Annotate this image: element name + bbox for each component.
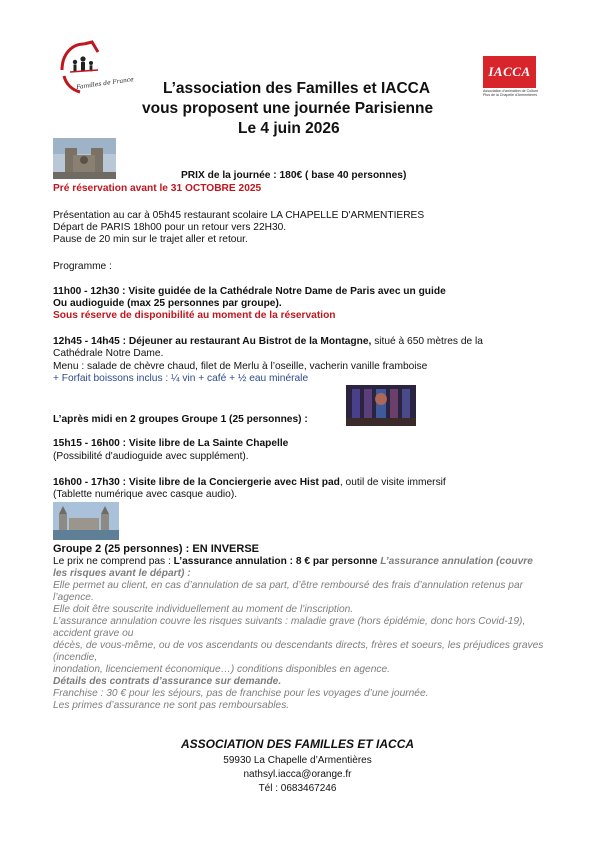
insurance-line-1: les risques avant le départ) : bbox=[53, 568, 191, 579]
price-line: PRIX de la journée : 180€ ( base 40 personnes) bbox=[181, 170, 407, 181]
conciergerie-photo bbox=[53, 502, 119, 540]
header-date: Le 4 juin 2026 bbox=[238, 120, 340, 137]
insurance-price: L’assurance annulation : 8 € par personne bbox=[173, 556, 378, 567]
footer-phone: Tél : 0683467246 bbox=[258, 783, 337, 794]
group-2-heading: Groupe 2 (25 personnes) : EN INVERSE bbox=[53, 543, 259, 555]
insurance-line-9: inondation, licenciement économique…) conditions disponibles en agence. bbox=[53, 664, 390, 675]
notre-dame-photo bbox=[53, 138, 116, 179]
lunch-line-2: Cathédrale Notre Dame. bbox=[53, 348, 164, 359]
programme-label: Programme : bbox=[53, 261, 112, 272]
insurance-line-5: L’assurance annulation couvre les risques suivants : maladie grave (hors épidémie, donc hors Covid-19), bbox=[53, 616, 526, 627]
lunch-line-1 bbox=[53, 336, 483, 348]
chapelle-audioguide: (Possibilité d'audioguide avec supplément). bbox=[53, 451, 249, 462]
departure-line-3: Pause de 20 min sur le trajet aller et retour. bbox=[53, 234, 248, 245]
insurance-line-2: Elle permet au client, en cas d’annulation de sa part, d’être remboursé des frais d’annulation retenus par bbox=[53, 580, 524, 591]
familles-de-france-logo bbox=[58, 40, 140, 98]
insurance-line-7: décès, de vous-même, ou de vos ascendants ou descendants directs, frères et soeurs, les préjudices graves bbox=[53, 640, 544, 651]
insurance-intro-note: L’assurance annulation (couvre bbox=[377, 556, 533, 567]
visit-notre-dame-line-1: 11h00 - 12h30 : Visite guidée de la Cathédrale Notre Dame de Paris avec un guide bbox=[53, 286, 446, 297]
lunch-location: situé à 650 mètres de la bbox=[371, 336, 483, 347]
drinks-package: + Forfait boissons inclus : ¼ vin + café + ½ eau minérale bbox=[53, 373, 309, 384]
afternoon-groups-label: L’après midi en 2 groupes Groupe 1 (25 personnes) : bbox=[53, 414, 308, 425]
header-line-2: vous proposent une journée Parisienne bbox=[142, 100, 434, 117]
sainte-chapelle-photo bbox=[346, 385, 416, 426]
familles-de-france-logo-text: Familles de France bbox=[75, 75, 135, 92]
reservation-deadline: Pré réservation avant le 31 OCTOBRE 2025 bbox=[53, 183, 262, 194]
availability-note: Sous réserve de disponibilité au moment de la réservation bbox=[53, 310, 336, 321]
visit-notre-dame-line-2: Ou audioguide (max 25 personnes par groupe). bbox=[53, 298, 282, 309]
conciergerie-line-2: (Tablette numérique avec casque audio). bbox=[53, 489, 238, 500]
insurance-line-10: Détails des contrats d’assurance sur demande. bbox=[53, 676, 282, 687]
insurance-intro-label: Le prix ne comprend pas : bbox=[53, 556, 174, 567]
insurance-intro bbox=[53, 556, 533, 568]
footer-email[interactable]: nathsyl.iacca@orange.fr bbox=[243, 769, 352, 780]
departure-line-1: Présentation au car à 05h45 restaurant scolaire LA CHAPELLE D'ARMENTIERES bbox=[53, 210, 425, 221]
insurance-line-4: Elle doit être souscrite individuellement au moment de l’inscription. bbox=[53, 604, 354, 615]
departure-line-2: Départ de PARIS 18h00 pour un retour vers 22H30. bbox=[53, 222, 287, 233]
insurance-line-3: l’agence. bbox=[53, 592, 94, 603]
conciergerie-tool: , outil de visite immersif bbox=[339, 477, 446, 488]
iacca-logo-subtitle: Association d'animation de Culture Plus de la Chapelle d'Armentières bbox=[483, 89, 539, 98]
conciergerie-line-1 bbox=[53, 477, 446, 489]
lunch-title: 12h45 - 14h45 : Déjeuner au restaurant Au Bistrot de la Montagne, bbox=[53, 336, 372, 347]
footer-address: 59930 La Chapelle d’Armentières bbox=[223, 755, 372, 766]
insurance-line-12: Les primes d’assurance ne sont pas remboursables. bbox=[53, 700, 290, 711]
insurance-line-8: (incendie, bbox=[53, 652, 98, 663]
lunch-menu: Menu : salade de chèvre chaud, filet de Merlu à l’oseille, vacherin vanille framboise bbox=[53, 361, 428, 372]
insurance-line-11: Franchise : 30 € pour les séjours, pas de franchise pour les voyages d’une journée. bbox=[53, 688, 429, 699]
chapelle-visit: 15h15 - 16h00 : Visite libre de La Sainte Chapelle bbox=[53, 438, 289, 449]
footer-org: ASSOCIATION DES FAMILLES ET IACCA bbox=[180, 737, 415, 751]
conciergerie-title: 16h00 - 17h30 : Visite libre de la Conciergerie avec Hist pad bbox=[53, 477, 340, 488]
insurance-line-6: accident grave ou bbox=[53, 628, 134, 639]
iacca-logo: IACCA bbox=[483, 56, 536, 88]
header-line-1: L’association des Familles et IACCA bbox=[163, 80, 431, 97]
